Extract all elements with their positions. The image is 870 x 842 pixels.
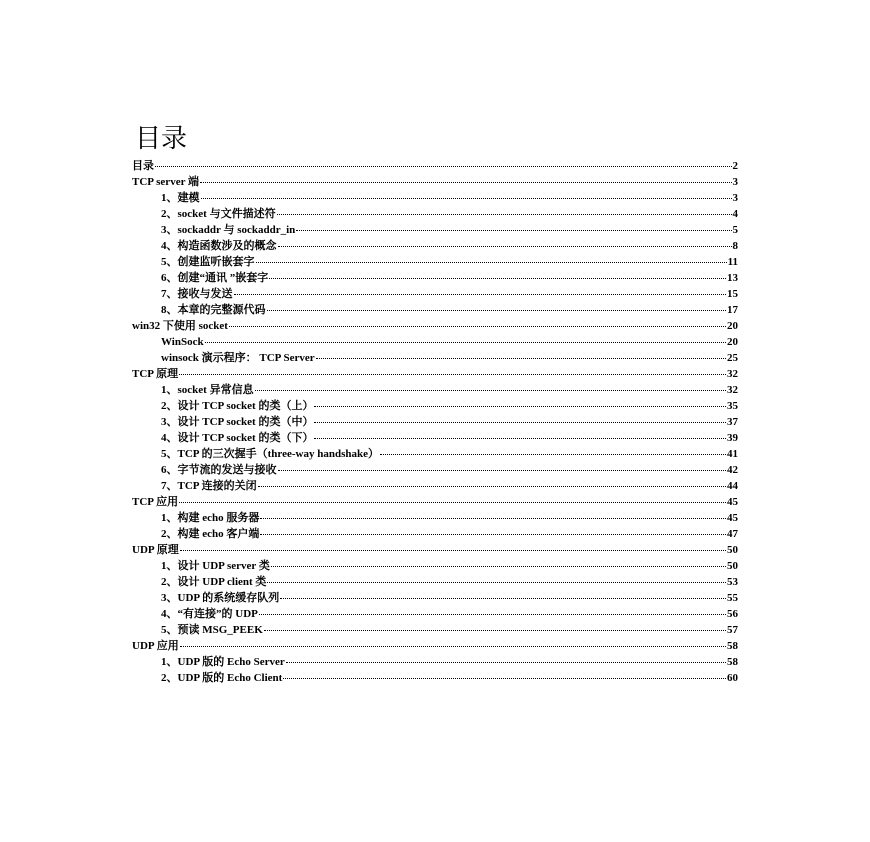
toc-entry-label[interactable]: 4、“有连接”的 UDP [161, 608, 258, 620]
toc-entry[interactable] [132, 574, 738, 590]
toc-entry-page-number[interactable]: 50 [727, 544, 738, 556]
toc-entry-label[interactable]: 3、设计 TCP socket 的类（中） [161, 416, 314, 428]
toc-entry-page-number[interactable]: 50 [727, 560, 738, 572]
dot-leader [234, 294, 727, 295]
toc-entry-label[interactable]: 3、sockaddr 与 sockaddr_in [161, 224, 296, 236]
toc-entry-page-number[interactable]: 44 [727, 480, 738, 492]
toc-entry-label[interactable]: 5、TCP 的三次握手（three-way handshake） [161, 448, 379, 460]
toc-entry[interactable] [132, 590, 738, 606]
toc-entry[interactable] [132, 494, 738, 510]
toc-entry[interactable] [132, 638, 738, 654]
toc-entry[interactable] [132, 462, 738, 478]
toc-entry-page-number[interactable]: 25 [727, 352, 738, 364]
toc-entry[interactable] [132, 350, 738, 366]
dot-leader [260, 518, 726, 519]
toc-entry-page-number[interactable]: 58 [727, 640, 738, 652]
toc-entry-page-number[interactable]: 58 [727, 656, 738, 668]
toc-entry-label[interactable]: 3、UDP 的系统缓存队列 [161, 592, 280, 604]
dot-leader [179, 374, 726, 375]
toc-entry-label[interactable]: 1、UDP 版的 Echo Server [161, 656, 285, 668]
toc-entry-label[interactable]: UDP 原理 [132, 544, 179, 556]
dot-leader [314, 406, 726, 407]
dot-leader [255, 390, 726, 391]
toc-entry-label[interactable]: 2、socket 与文件描述符 [161, 208, 276, 220]
toc-entry-page-number[interactable]: 55 [727, 592, 738, 604]
toc-entry[interactable] [132, 558, 738, 574]
dot-leader [271, 566, 726, 567]
dot-leader [314, 422, 726, 423]
toc-entry-page-number[interactable]: 13 [727, 272, 738, 284]
dot-leader [256, 262, 727, 263]
toc-entry-label[interactable]: 7、接收与发送 [161, 288, 233, 300]
toc-entry-label[interactable]: TCP 应用 [132, 496, 179, 508]
toc-entry-page-number[interactable]: 60 [727, 672, 738, 684]
toc-entry-page-number[interactable]: 45 [727, 512, 738, 524]
toc-entry[interactable] [132, 286, 738, 302]
toc-entry-page-number[interactable]: 42 [727, 464, 738, 476]
dot-leader [267, 582, 726, 583]
toc-entry-page-number[interactable]: 3 [732, 192, 738, 204]
toc-entry-label[interactable]: 1、设计 UDP server 类 [161, 560, 270, 572]
toc-entry-label[interactable]: WinSock [161, 336, 204, 348]
dot-leader [316, 358, 726, 359]
toc-entry-page-number[interactable]: 32 [727, 384, 738, 396]
toc-entry[interactable] [132, 510, 738, 526]
dot-leader [267, 310, 727, 311]
toc-entry-label[interactable]: 4、设计 TCP socket 的类（下） [161, 432, 314, 444]
dot-leader [260, 534, 726, 535]
toc-entry-page-number[interactable]: 32 [727, 368, 738, 380]
toc-entry-page-number[interactable]: 15 [727, 288, 738, 300]
toc-entry-page-number[interactable]: 53 [727, 576, 738, 588]
dot-leader [155, 166, 732, 167]
dot-leader [278, 246, 732, 247]
dot-leader [283, 678, 726, 679]
toc-entry-label[interactable]: 1、构建 echo 服务器 [161, 512, 260, 524]
dot-leader [269, 278, 726, 279]
toc-entry[interactable] [132, 478, 738, 494]
toc-entry[interactable] [132, 174, 738, 190]
dot-leader [314, 438, 726, 439]
toc-entry[interactable] [132, 302, 738, 318]
toc-entry-page-number[interactable]: 47 [727, 528, 738, 540]
toc-entry-label[interactable]: UDP 应用 [132, 640, 179, 652]
toc-entry[interactable] [132, 238, 738, 254]
toc-entry-label[interactable]: 5、预读 MSG_PEEK [161, 624, 263, 636]
toc-title: 目录 [135, 124, 188, 155]
toc-entry-label[interactable]: 6、创建“通讯 ”嵌套字 [161, 272, 269, 284]
dot-leader [200, 182, 731, 183]
dot-leader [277, 214, 732, 215]
toc-entry-label[interactable]: 7、TCP 连接的关闭 [161, 480, 257, 492]
toc-entry-label[interactable]: winsock 演示程序： TCP Server [161, 352, 315, 364]
toc-entry-label[interactable]: 目录 [132, 160, 154, 172]
toc-entry-page-number[interactable]: 56 [727, 608, 738, 620]
toc-entry-label[interactable]: 2、设计 UDP client 类 [161, 576, 267, 588]
toc-entry-page-number[interactable]: 8 [732, 240, 738, 252]
toc-entry-label[interactable]: 5、创建监听嵌套字 [161, 256, 255, 268]
toc-entry[interactable] [132, 414, 738, 430]
toc-entry[interactable] [132, 382, 738, 398]
toc-entry-page-number[interactable]: 3 [732, 176, 738, 188]
toc-entry[interactable] [132, 526, 738, 542]
dot-leader [258, 486, 726, 487]
toc-entry-label[interactable]: 2、构建 echo 客户端 [161, 528, 260, 540]
dot-leader [180, 550, 726, 551]
toc-entry-page-number[interactable]: 45 [727, 496, 738, 508]
toc-entry[interactable] [132, 366, 738, 382]
toc-entry-page-number[interactable]: 41 [727, 448, 738, 460]
toc-entry-page-number[interactable]: 37 [727, 416, 738, 428]
toc-entry-page-number[interactable]: 11 [727, 256, 738, 268]
dot-leader [259, 614, 726, 615]
toc-entry[interactable] [132, 654, 738, 670]
toc-entry-page-number[interactable]: 5 [732, 224, 738, 236]
toc-entry-label[interactable]: 1、建模 [161, 192, 200, 204]
toc-entry-label[interactable]: 4、构造函数涉及的概念 [161, 240, 277, 252]
dot-leader [278, 470, 727, 471]
dot-leader [201, 198, 732, 199]
toc-entry[interactable] [132, 222, 738, 238]
dot-leader [180, 646, 726, 647]
dot-leader [280, 598, 726, 599]
toc-entry[interactable] [132, 398, 738, 414]
toc-entry[interactable] [132, 206, 738, 222]
toc-entry-label[interactable]: 6、字节流的发送与接收 [161, 464, 277, 476]
toc-entry[interactable] [132, 158, 738, 174]
toc-entry-label[interactable]: TCP 原理 [132, 368, 179, 380]
dot-leader [296, 230, 731, 231]
toc-entry-page-number[interactable]: 39 [727, 432, 738, 444]
toc-entry[interactable] [132, 446, 738, 462]
toc-entry[interactable] [132, 190, 738, 206]
toc-entry[interactable] [132, 254, 738, 270]
dot-leader [179, 502, 726, 503]
toc-entry-page-number[interactable]: 2 [732, 160, 738, 172]
toc-entry-label[interactable]: 2、设计 TCP socket 的类（上） [161, 400, 314, 412]
toc-entry-page-number[interactable]: 57 [727, 624, 738, 636]
toc-entry[interactable] [132, 430, 738, 446]
dot-leader [286, 662, 726, 663]
dot-leader [205, 342, 726, 343]
toc-entry[interactable] [132, 606, 738, 622]
toc-entry-label[interactable]: 1、socket 异常信息 [161, 384, 254, 396]
dot-leader [380, 454, 726, 455]
toc-entry[interactable] [132, 318, 738, 334]
toc-entry-page-number[interactable]: 20 [727, 336, 738, 348]
toc-entry[interactable] [132, 542, 738, 558]
toc-entry-page-number[interactable]: 4 [732, 208, 738, 220]
toc-entry-page-number[interactable]: 17 [727, 304, 738, 316]
toc-entry[interactable] [132, 270, 738, 286]
toc-list [132, 158, 738, 686]
toc-entry[interactable] [132, 334, 738, 350]
toc-entry-page-number[interactable]: 20 [727, 320, 738, 332]
toc-entry-label[interactable]: 8、本章的完整源代码 [161, 304, 266, 316]
toc-entry[interactable] [132, 670, 738, 686]
toc-entry-label[interactable]: 2、UDP 版的 Echo Client [161, 672, 283, 684]
dot-leader [229, 326, 726, 327]
toc-entry-label[interactable]: TCP server 端 [132, 176, 200, 188]
toc-entry-page-number[interactable]: 35 [727, 400, 738, 412]
toc-entry-label[interactable]: win32 下使用 socket [132, 320, 228, 332]
dot-leader [264, 630, 726, 631]
toc-entry[interactable] [132, 622, 738, 638]
